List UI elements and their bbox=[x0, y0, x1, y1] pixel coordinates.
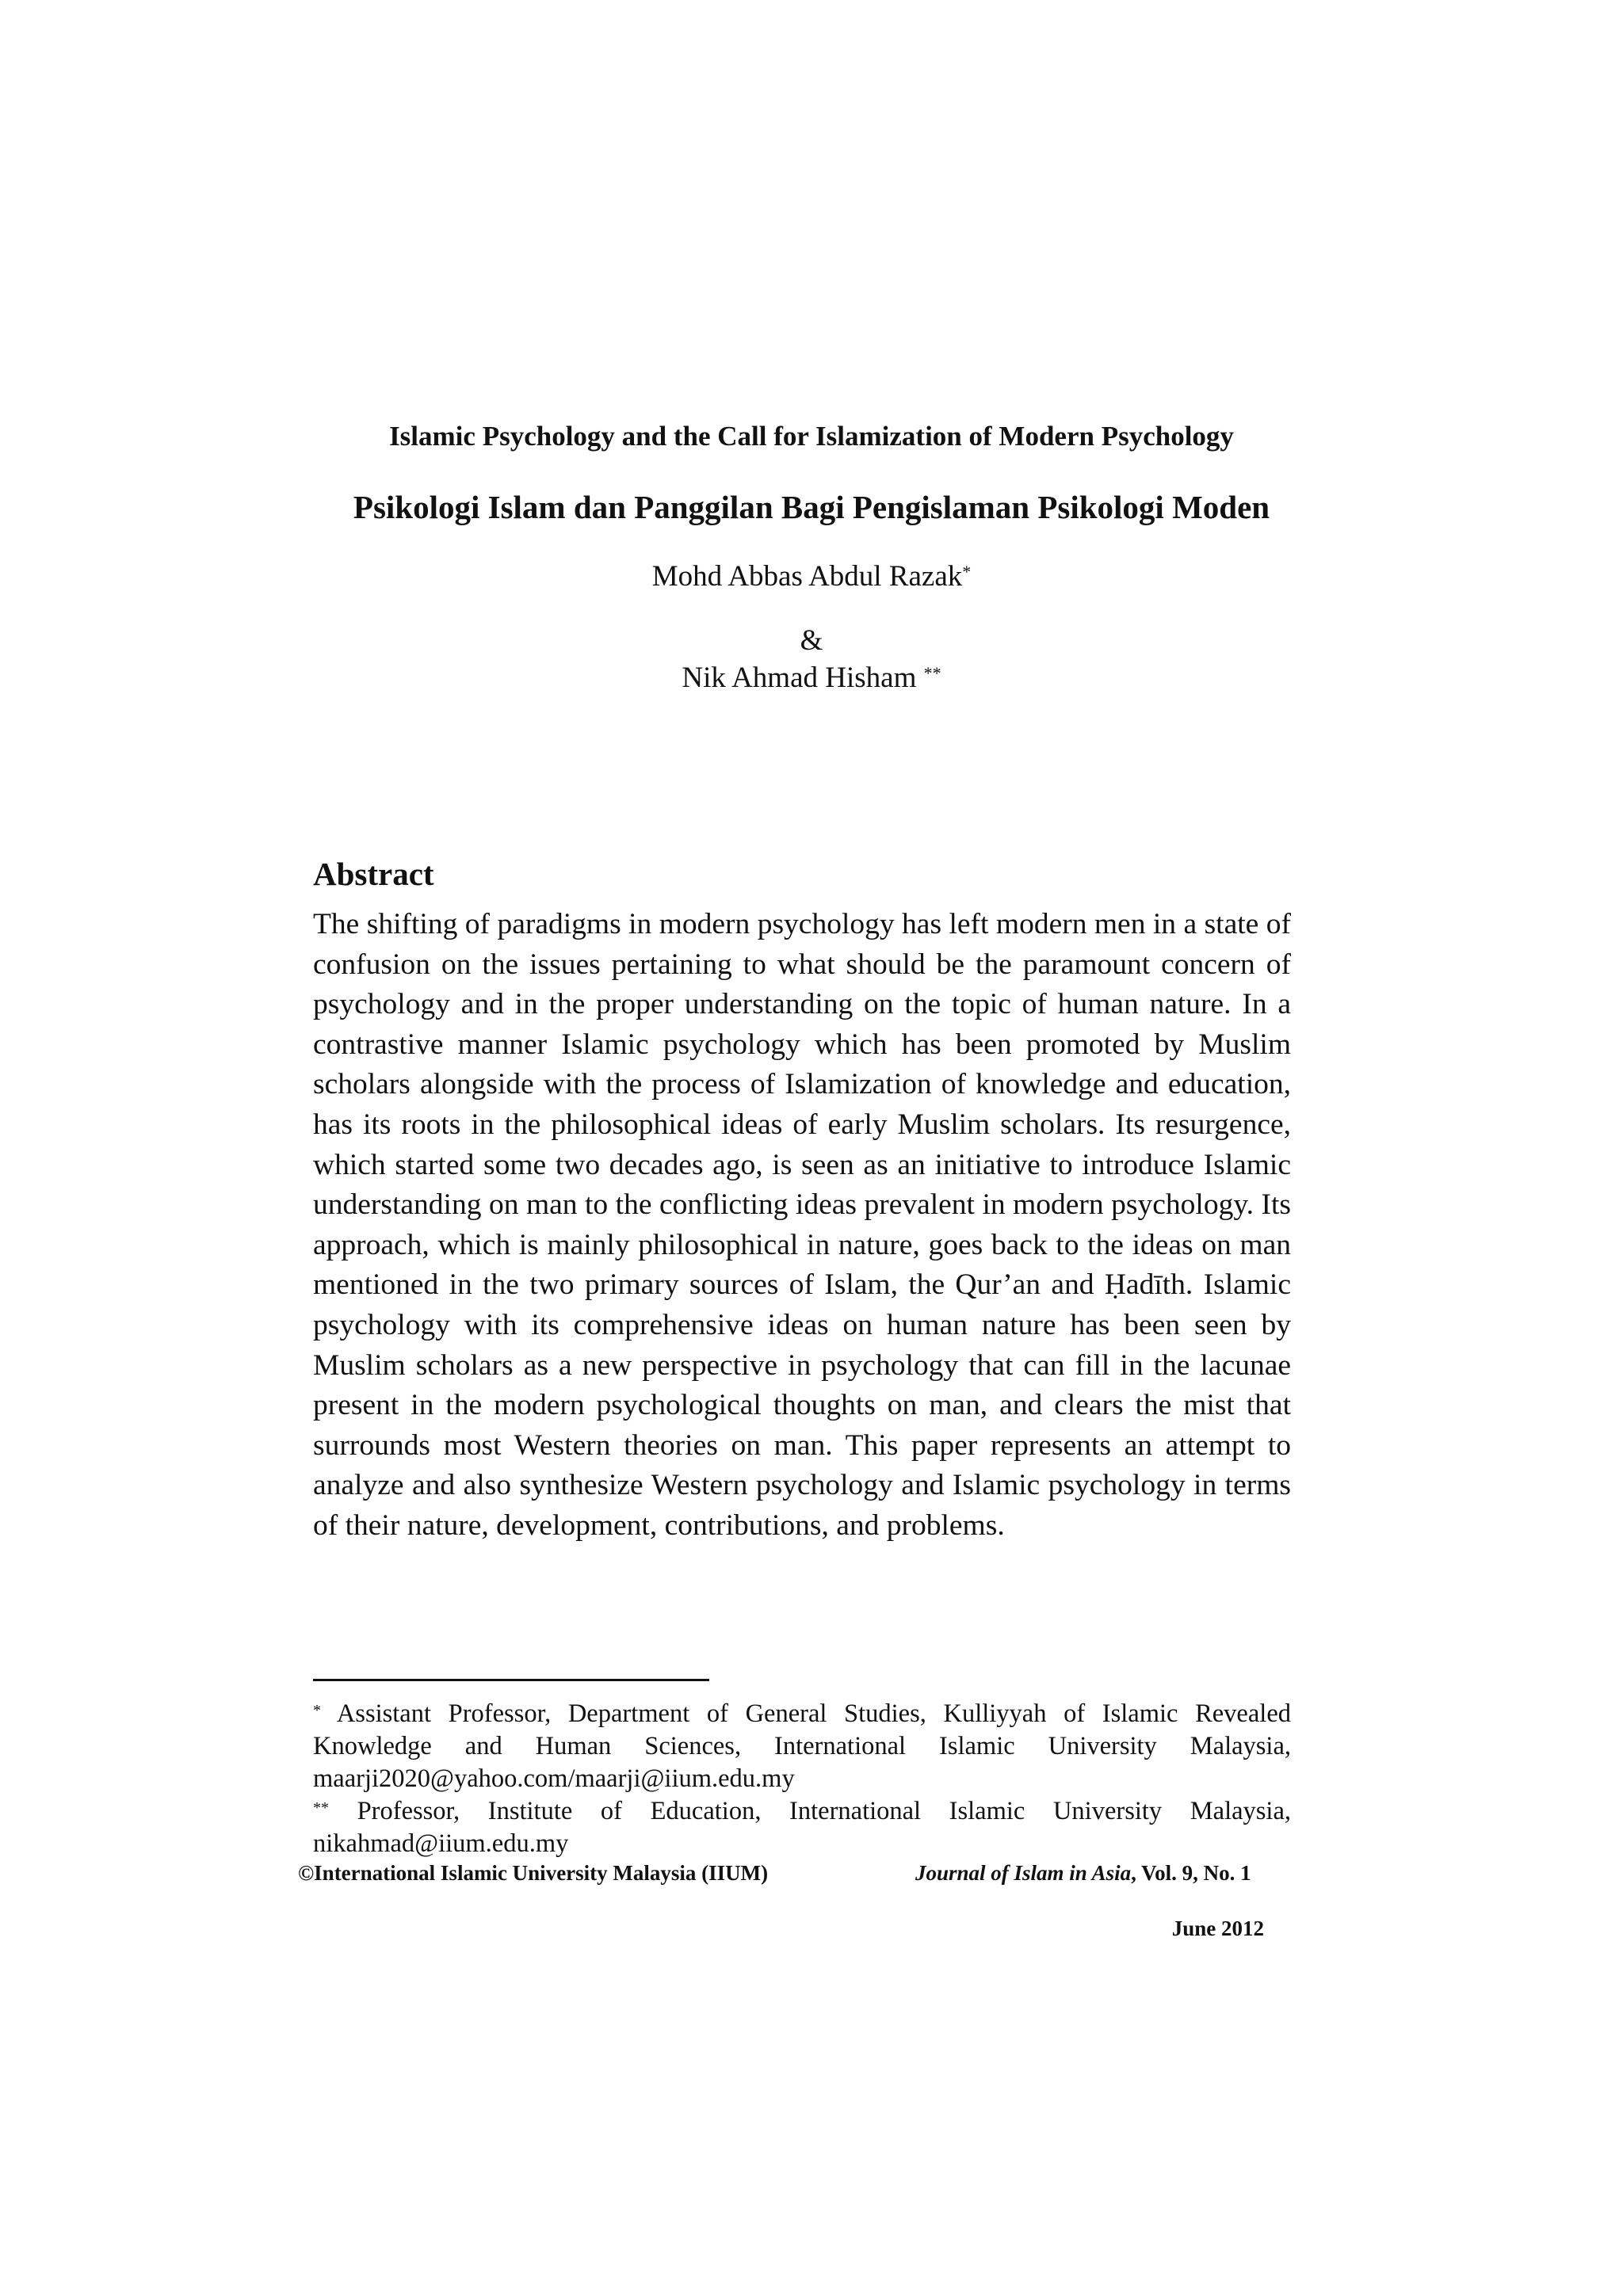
abstract-body: The shifting of paradigms in modern psychology has left modern men in a state of confusion on the issues pertaining to what should be the paramount concern of psychology and in the proper understanding on the topic of human nature. In a contrastive manner Islamic psychology which has been promoted by Muslim scholars alongside with the process of Islamization of knowledge and education, has its roots in the philosophical ideas of early Muslim scholars. Its resurgence, which started some two decades ago, is seen as an initiative to introduce Islamic understanding on man to the conflicting ideas prevalent in modern psychology. Its approach, which is mainly philosophical in nature, goes back to the ideas on man mentioned in the two primary sources of Islam, the Qur’an and Ḥadīth. Islamic psychology with its comprehensive ideas on human nature has been seen by Muslim scholars as a new perspective in psychology that can fill in the lacunae present in the modern psychological thoughts on man, and clears the mist that surrounds most Western theories on man. This paper represents an attempt to analyze and also synthesize Western psychology and Islamic psychology in terms of their nature, development, contributions, and problems. bbox=[313, 908, 1291, 1542]
footnote-1-text: Assistant Professor, Department of General Studies, Kulliyyah of Islamic Revealed Knowledge and Human Sciences, International Islamic University Malaysia, maarji2020@yahoo.com/maarji@iium.edu.my bbox=[313, 1699, 1291, 1793]
author-ampersand: & bbox=[800, 624, 823, 657]
author-2-name: Nik Ahmad Hisham bbox=[682, 662, 924, 694]
footnote-2-mark: ** bbox=[313, 1799, 329, 1817]
footer-copyright: ©International Islamic University Malaysia (IIUM) bbox=[298, 1861, 769, 1885]
title-english: Islamic Psychology and the Call for Islamization of Modern Psychology bbox=[389, 421, 1234, 452]
author-1-name: Mohd Abbas Abdul Razak bbox=[651, 560, 963, 593]
author-1-footnote-mark: * bbox=[962, 562, 972, 582]
abstract-heading: Abstract bbox=[313, 856, 434, 892]
journal-name: Journal of Islam in Asia bbox=[915, 1861, 1132, 1885]
footnote-2-text: Professor, Institute of Education, International Islamic University Malaysia, nikahmad@iium.edu.my bbox=[313, 1797, 1291, 1858]
footnote-divider bbox=[313, 1679, 709, 1681]
footnote-1-mark: * bbox=[313, 1702, 321, 1719]
author-2 bbox=[0, 658, 1623, 698]
footnote-1 bbox=[313, 1698, 1291, 1795]
footnote-2 bbox=[313, 1795, 1291, 1860]
footer-date: June 2012 bbox=[1171, 1917, 1264, 1940]
title-malay: Psikologi Islam dan Panggilan Bagi Pengislaman Psikologi Moden bbox=[353, 489, 1270, 525]
footer-journal bbox=[915, 1859, 1251, 1887]
author-1 bbox=[0, 557, 1623, 597]
journal-issue: , Vol. 9, No. 1 bbox=[1131, 1861, 1251, 1885]
author-2-footnote-mark: ** bbox=[923, 663, 941, 683]
